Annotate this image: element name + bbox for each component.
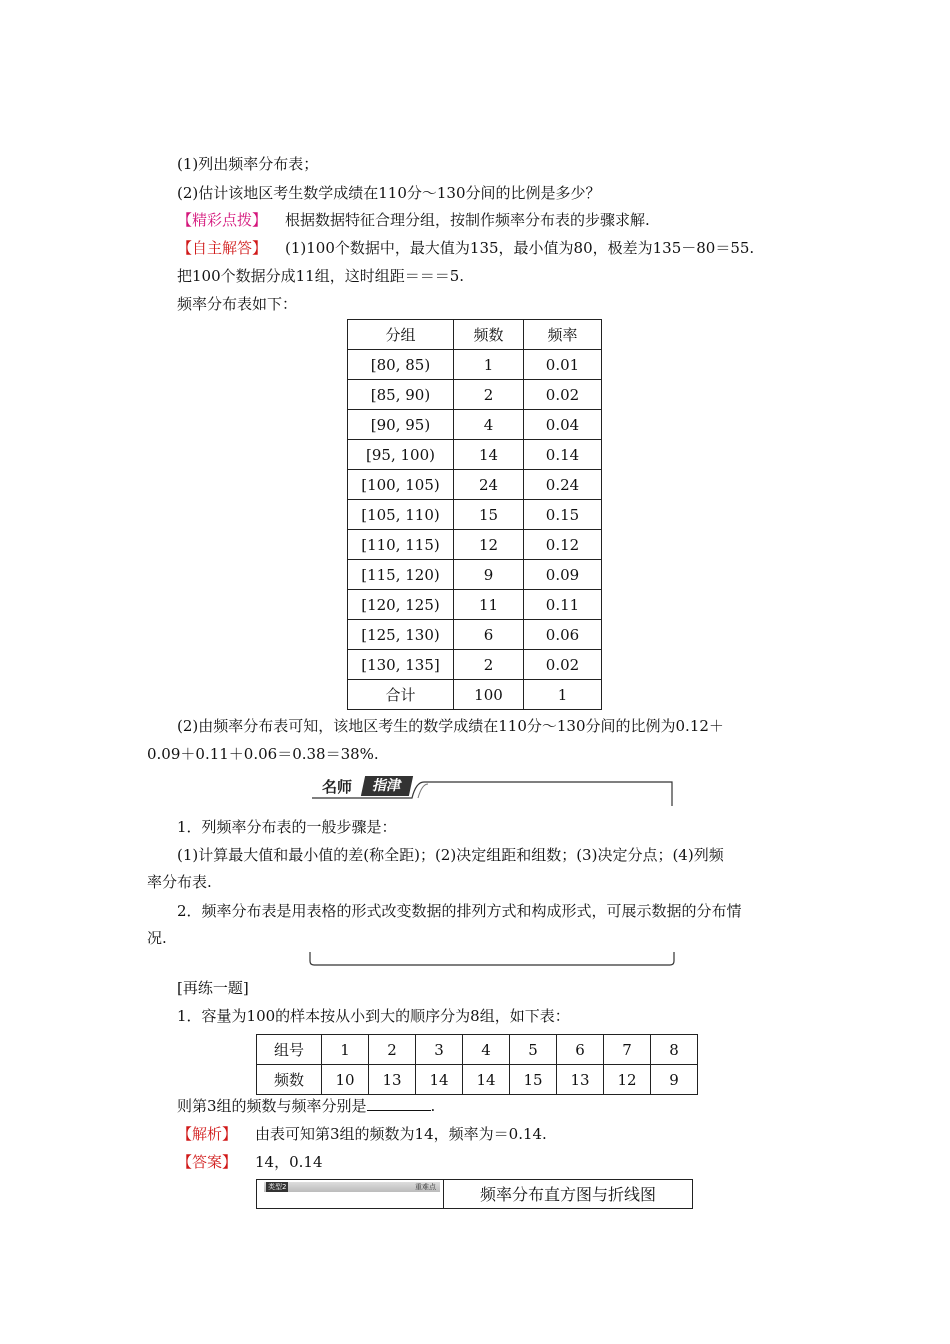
group-table-cell: 10: [322, 1065, 369, 1095]
analysis-tag: 【解析】: [177, 1125, 238, 1143]
frequency-table-cell: [125, 130): [348, 620, 454, 650]
frequency-table-cell: [105, 110): [348, 500, 454, 530]
frequency-table-row: [348, 380, 602, 410]
frequency-table-cell: 12: [454, 530, 524, 560]
practice-answer-tag: 【答案】: [177, 1153, 238, 1171]
frequency-table-cell: 11: [454, 590, 524, 620]
analysis-text: 由表可知第3组的频数为14，频率为＝0.14.: [255, 1125, 547, 1143]
frequency-table-cell: 0.04: [524, 410, 602, 440]
frequency-table-row: [348, 560, 602, 590]
frequency-table-cell: 0.11: [524, 590, 602, 620]
group-table-cell: 9: [651, 1065, 698, 1095]
frequency-table-row: [348, 500, 602, 530]
frequency-table-row: [348, 650, 602, 680]
frequency-table-cell: 2: [454, 380, 524, 410]
frequency-table-cell: 0.09: [524, 560, 602, 590]
practice-question: 1．容量为100的样本按从小到大的顺序分为8组，如下表：: [177, 1007, 570, 1025]
frequency-table-cell: 0.01: [524, 350, 602, 380]
frequency-table-row: [348, 530, 602, 560]
frequency-table-header: [348, 320, 602, 350]
frequency-table-cell: 0.06: [524, 620, 602, 650]
group-table-row: [257, 1065, 698, 1095]
frequency-table-cell: 0.02: [524, 380, 602, 410]
group-table-cell: 3: [416, 1035, 463, 1065]
frequency-table-cell: 0.15: [524, 500, 602, 530]
frequency-table-cell: [90, 95): [348, 410, 454, 440]
group-table-row-label: 组号: [257, 1035, 322, 1065]
tip-tag: 【精彩点拨】: [177, 211, 268, 229]
group-table-cell: 15: [510, 1065, 557, 1095]
answer-line-3: 频率分布表如下：: [177, 295, 298, 313]
notes-paragraph-3-line-2: 况.: [147, 929, 167, 947]
frequency-table-row: [348, 440, 602, 470]
frequency-table-cell: 合计: [348, 680, 454, 710]
answer-part-2-line-2: 0.09＋0.11＋0.06＝0.38＝38%.: [147, 745, 379, 763]
answer-part-2-line-1: (2)由频率分布表可知，该地区考生的数学成绩在110分～130分间的比例为0.12＋: [177, 717, 724, 735]
frequency-table-cell: 1: [524, 680, 602, 710]
frequency-table-row: [348, 590, 602, 620]
group-table-cell: 6: [557, 1035, 604, 1065]
frequency-table-cell: 0.24: [524, 470, 602, 500]
group-table-cell: 13: [557, 1065, 604, 1095]
group-table-row: [257, 1035, 698, 1065]
type-strip: [264, 1182, 440, 1192]
type-badge: 类型2: [268, 1183, 287, 1191]
frequency-table-cell: 0.02: [524, 650, 602, 680]
group-table-cell: 14: [463, 1065, 510, 1095]
frequency-table-cell: [130, 135]: [348, 650, 454, 680]
answer-line-1: [177, 238, 754, 258]
practice-heading: [再练一题]: [177, 979, 249, 997]
group-table-cell: 13: [369, 1065, 416, 1095]
frequency-table-cell: 24: [454, 470, 524, 500]
type-small-label: 重难点: [415, 1183, 436, 1191]
group-table-cell: 1: [322, 1035, 369, 1065]
frequency-table-row: [348, 410, 602, 440]
practice-question-end-text: 则第3组的频数与频率分别是: [177, 1097, 367, 1115]
tip-line: [177, 210, 650, 230]
type-section-box: [256, 1179, 693, 1209]
group-table-row-label: 频数: [257, 1065, 322, 1095]
group-table-cell: 8: [651, 1035, 698, 1065]
frequency-table-cell: 1: [454, 350, 524, 380]
group-table-cell: 12: [604, 1065, 651, 1095]
answer-blank: [367, 1096, 431, 1111]
group-table-cell: 4: [463, 1035, 510, 1065]
question-part-1: (1)列出频率分布表；: [177, 155, 319, 173]
frequency-table-header-cell: 分组: [348, 320, 454, 350]
tip-text: 根据数据特征合理分组，按制作频率分布表的步骤求解.: [285, 211, 650, 229]
frequency-table-header-cell: 频率: [524, 320, 602, 350]
frequency-table: [347, 319, 602, 710]
frequency-table-cell: 0.14: [524, 440, 602, 470]
frequency-table-row: [348, 620, 602, 650]
analysis-line: [177, 1124, 547, 1144]
teacher-notes-title-dark: 指津: [361, 776, 413, 796]
frequency-table-cell: [110, 115): [348, 530, 454, 560]
frequency-table-cell: 14: [454, 440, 524, 470]
group-table-cell: 7: [604, 1035, 651, 1065]
frequency-table-cell: 0.12: [524, 530, 602, 560]
frequency-table-row: [348, 680, 602, 710]
frequency-table-cell: 15: [454, 500, 524, 530]
group-table-cell: 2: [369, 1035, 416, 1065]
frequency-table-cell: 6: [454, 620, 524, 650]
frequency-table-cell: 4: [454, 410, 524, 440]
answer-line: [177, 1152, 323, 1172]
practice-question-end-period: .: [430, 1097, 436, 1115]
practice-question-end: [177, 1096, 435, 1116]
frequency-table-header-cell: 频数: [454, 320, 524, 350]
notes-paragraph-1: 1．列频率分布表的一般步骤是：: [177, 818, 397, 836]
answer-tag: 【自主解答】: [177, 239, 268, 257]
teacher-notes-title: 名师: [322, 778, 353, 796]
frequency-table-cell: [80, 85): [348, 350, 454, 380]
frequency-table-cell: [115, 120): [348, 560, 454, 590]
frequency-table-cell: 9: [454, 560, 524, 590]
frequency-table-cell: [120, 125): [348, 590, 454, 620]
answer-line-2: 把100个数据分成11组，这时组距＝＝＝5.: [177, 267, 465, 285]
frequency-table-row: [348, 470, 602, 500]
type-title: 频率分布直方图与折线图: [479, 1185, 656, 1204]
teacher-notes-bottom-bracket: [308, 952, 676, 966]
group-table-cell: 14: [416, 1065, 463, 1095]
question-part-2: (2)估计该地区考生数学成绩在110分～130分间的比例是多少？: [177, 184, 601, 202]
frequency-table-cell: [85, 90): [348, 380, 454, 410]
notes-paragraph-2-line-2: 率分布表.: [147, 873, 212, 891]
notes-paragraph-2-line-1: (1)计算最大值和最小值的差(称全距)；(2)决定组距和组数；(3)决定分点；(4)列频: [177, 846, 724, 864]
frequency-table-cell: 100: [454, 680, 524, 710]
answer-text: (1)100个数据中，最大值为135，最小值为80，极差为135－80＝55.: [285, 239, 755, 257]
frequency-table-cell: [100, 105): [348, 470, 454, 500]
group-table: [256, 1034, 698, 1095]
notes-paragraph-3-line-1: 2．频率分布表是用表格的形式改变数据的排列方式和构成形式，可展示数据的分布情: [177, 902, 742, 920]
frequency-table-row: [348, 350, 602, 380]
frequency-table-cell: 2: [454, 650, 524, 680]
group-table-cell: 5: [510, 1035, 557, 1065]
frequency-table-cell: [95, 100): [348, 440, 454, 470]
practice-answer-text: 14，0.14: [255, 1153, 323, 1171]
